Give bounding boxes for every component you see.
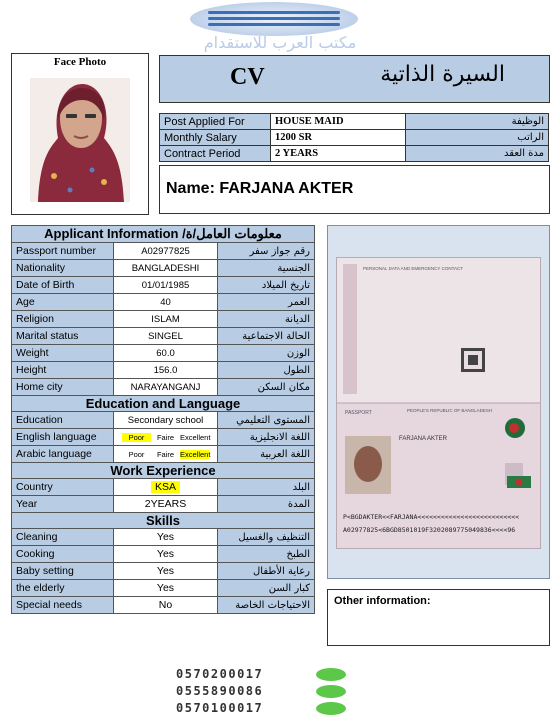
passport-mrz-line-2: A02977825<6BGD8501019F3202089775049836<<<<96 <box>343 526 516 534</box>
table-row <box>160 146 549 162</box>
home-city-label-ar: مكان السكن <box>218 379 315 396</box>
applicant-info-table <box>11 225 315 614</box>
country-label-ar: البلد <box>218 479 315 496</box>
cooking-label: Cooking <box>12 546 114 563</box>
religion-label: Religion <box>12 311 114 328</box>
office-logo <box>190 2 358 36</box>
year-label: Year <box>12 496 114 513</box>
marital-label: Marital status <box>12 328 114 345</box>
table-row <box>12 243 315 260</box>
whatsapp-icon <box>316 702 346 715</box>
passport-value: A02977825 <box>114 243 218 260</box>
age-label-ar: العمر <box>218 294 315 311</box>
cleaning-label-ar: التنظيف والغسيل <box>218 529 315 546</box>
nationality-label: Nationality <box>12 260 114 277</box>
education-label: Education <box>12 412 114 429</box>
passport-scan <box>336 257 541 549</box>
contract-value: 2 YEARS <box>271 146 406 162</box>
applicant-section-title: Applicant Information /معلومات العامل/ة <box>12 226 315 243</box>
phone-number: 0570100017 <box>176 701 264 715</box>
cleaning-label: Cleaning <box>12 529 114 546</box>
elderly-value: Yes <box>114 580 218 597</box>
table-row <box>12 277 315 294</box>
age-label: Age <box>12 294 114 311</box>
passport-word: PASSPORT <box>345 410 372 416</box>
baby-value: Yes <box>114 563 218 580</box>
arabic-levels <box>114 446 218 463</box>
office-name: مكتب العرب للاستقدام <box>203 33 357 52</box>
education-label-ar: المستوى التعليمي <box>218 412 315 429</box>
passport-holder-name: FARJANA AKTER <box>399 436 448 442</box>
post-value: HOUSE MAID <box>271 114 406 130</box>
table-row <box>12 479 315 496</box>
height-label-ar: الطول <box>218 362 315 379</box>
table-row <box>12 429 315 446</box>
elderly-label-ar: كبار السن <box>218 580 315 597</box>
passport-label-ar: رقم جواز سفر <box>218 243 315 260</box>
age-value: 40 <box>114 294 218 311</box>
nationality-value: BANGLADESHI <box>114 260 218 277</box>
cv-title-en: CV <box>230 64 265 90</box>
religion-label-ar: الديانة <box>218 311 315 328</box>
dob-value: 01/01/1985 <box>114 277 218 294</box>
phone-number: 0570200017 <box>176 667 264 681</box>
skills-section-title: Skills <box>12 513 315 529</box>
special-needs-label: Special needs <box>12 597 114 614</box>
religion-value: ISLAM <box>114 311 218 328</box>
applicant-name: Name: FARJANA AKTER <box>166 180 354 197</box>
position-table <box>159 113 549 162</box>
english-level-poor: Poor <box>122 433 151 442</box>
height-value: 156.0 <box>114 362 218 379</box>
table-row <box>12 563 315 580</box>
post-label-ar: الوظيفة <box>406 114 549 130</box>
dob-label: Date of Birth <box>12 277 114 294</box>
whatsapp-icon <box>316 685 346 698</box>
face-photo <box>30 78 130 202</box>
arabic-level-excellent: Excellent <box>180 449 211 459</box>
passport-data-header: PERSONAL DATA AND EMERGENCY CONTACT <box>363 266 464 271</box>
arabic-label: Arabic language <box>12 446 114 463</box>
special-needs-label-ar: الاحتياجات الخاصة <box>218 597 315 614</box>
table-row <box>12 446 315 463</box>
post-label: Post Applied For <box>160 114 271 130</box>
table-row <box>12 294 315 311</box>
table-row <box>12 260 315 277</box>
dob-label-ar: تاريخ الميلاد <box>218 277 315 294</box>
other-information-label: Other information: <box>334 595 431 607</box>
cv-title-ar: السيرة الذاتية <box>380 62 505 87</box>
whatsapp-icon <box>316 668 346 681</box>
salary-label: Monthly Salary <box>160 130 271 146</box>
arabic-level-faire: Faire <box>156 449 175 459</box>
table-row <box>12 529 315 546</box>
passport-panel <box>327 225 550 579</box>
table-row <box>12 496 315 513</box>
cooking-label-ar: الطبخ <box>218 546 315 563</box>
english-level-faire: Faire <box>156 432 175 442</box>
other-information-box <box>327 589 550 646</box>
marital-label-ar: الحالة الاجتماعية <box>218 328 315 345</box>
country-value <box>114 479 218 496</box>
education-section-title: Education and Language <box>12 396 315 412</box>
table-row <box>12 580 315 597</box>
table-row <box>12 345 315 362</box>
education-value: Secondary school <box>114 412 218 429</box>
baby-label-ar: رعاية الأطفال <box>218 563 315 580</box>
nationality-label-ar: الجنسية <box>218 260 315 277</box>
contract-label: Contract Period <box>160 146 271 162</box>
english-label: English language <box>12 429 114 446</box>
salary-label-ar: الراتب <box>406 130 549 146</box>
country-value-text: KSA <box>151 481 180 493</box>
face-photo-title: Face Photo <box>53 56 107 68</box>
english-label-ar: اللغة الانجليزية <box>218 429 315 446</box>
passport-mrz-line-1: P<BGDAKTER<<FARJANA<<<<<<<<<<<<<<<<<<<<<<<<<< <box>343 513 520 521</box>
country-label: Country <box>12 479 114 496</box>
name-box <box>159 165 550 214</box>
cv-header <box>159 55 550 103</box>
table-row <box>12 328 315 345</box>
home-city-value: NARAYANGANJ <box>114 379 218 396</box>
table-row <box>12 412 315 429</box>
year-label-ar: المدة <box>218 496 315 513</box>
english-levels <box>114 429 218 446</box>
arabic-level-poor: Poor <box>128 449 145 459</box>
height-label: Height <box>12 362 114 379</box>
weight-label-ar: الوزن <box>218 345 315 362</box>
table-row <box>12 311 315 328</box>
elderly-label: the elderly <box>12 580 114 597</box>
table-row <box>160 130 549 146</box>
table-row <box>160 114 549 130</box>
home-city-label: Home city <box>12 379 114 396</box>
weight-label: Weight <box>12 345 114 362</box>
table-row <box>12 546 315 563</box>
baby-label: Baby setting <box>12 563 114 580</box>
cooking-value: Yes <box>114 546 218 563</box>
table-row <box>12 379 315 396</box>
special-needs-value: No <box>114 597 218 614</box>
passport-label: Passport number <box>12 243 114 260</box>
salary-value: 1200 SR <box>271 130 406 146</box>
face-photo-box <box>11 53 149 215</box>
work-section-title: Work Experience <box>12 463 315 479</box>
cleaning-value: Yes <box>114 529 218 546</box>
year-value: 2YEARS <box>114 496 218 513</box>
phone-number: 0555890086 <box>176 684 264 698</box>
marital-value: SINGEL <box>114 328 218 345</box>
passport-republic-text: PEOPLE'S REPUBLIC OF BANGLADESH <box>407 408 493 413</box>
weight-value: 60.0 <box>114 345 218 362</box>
table-row <box>12 362 315 379</box>
arabic-label-ar: اللغة العربية <box>218 446 315 463</box>
table-row <box>12 597 315 614</box>
contract-label-ar: مدة العقد <box>406 146 549 162</box>
english-level-excellent: Excellent <box>180 432 211 442</box>
